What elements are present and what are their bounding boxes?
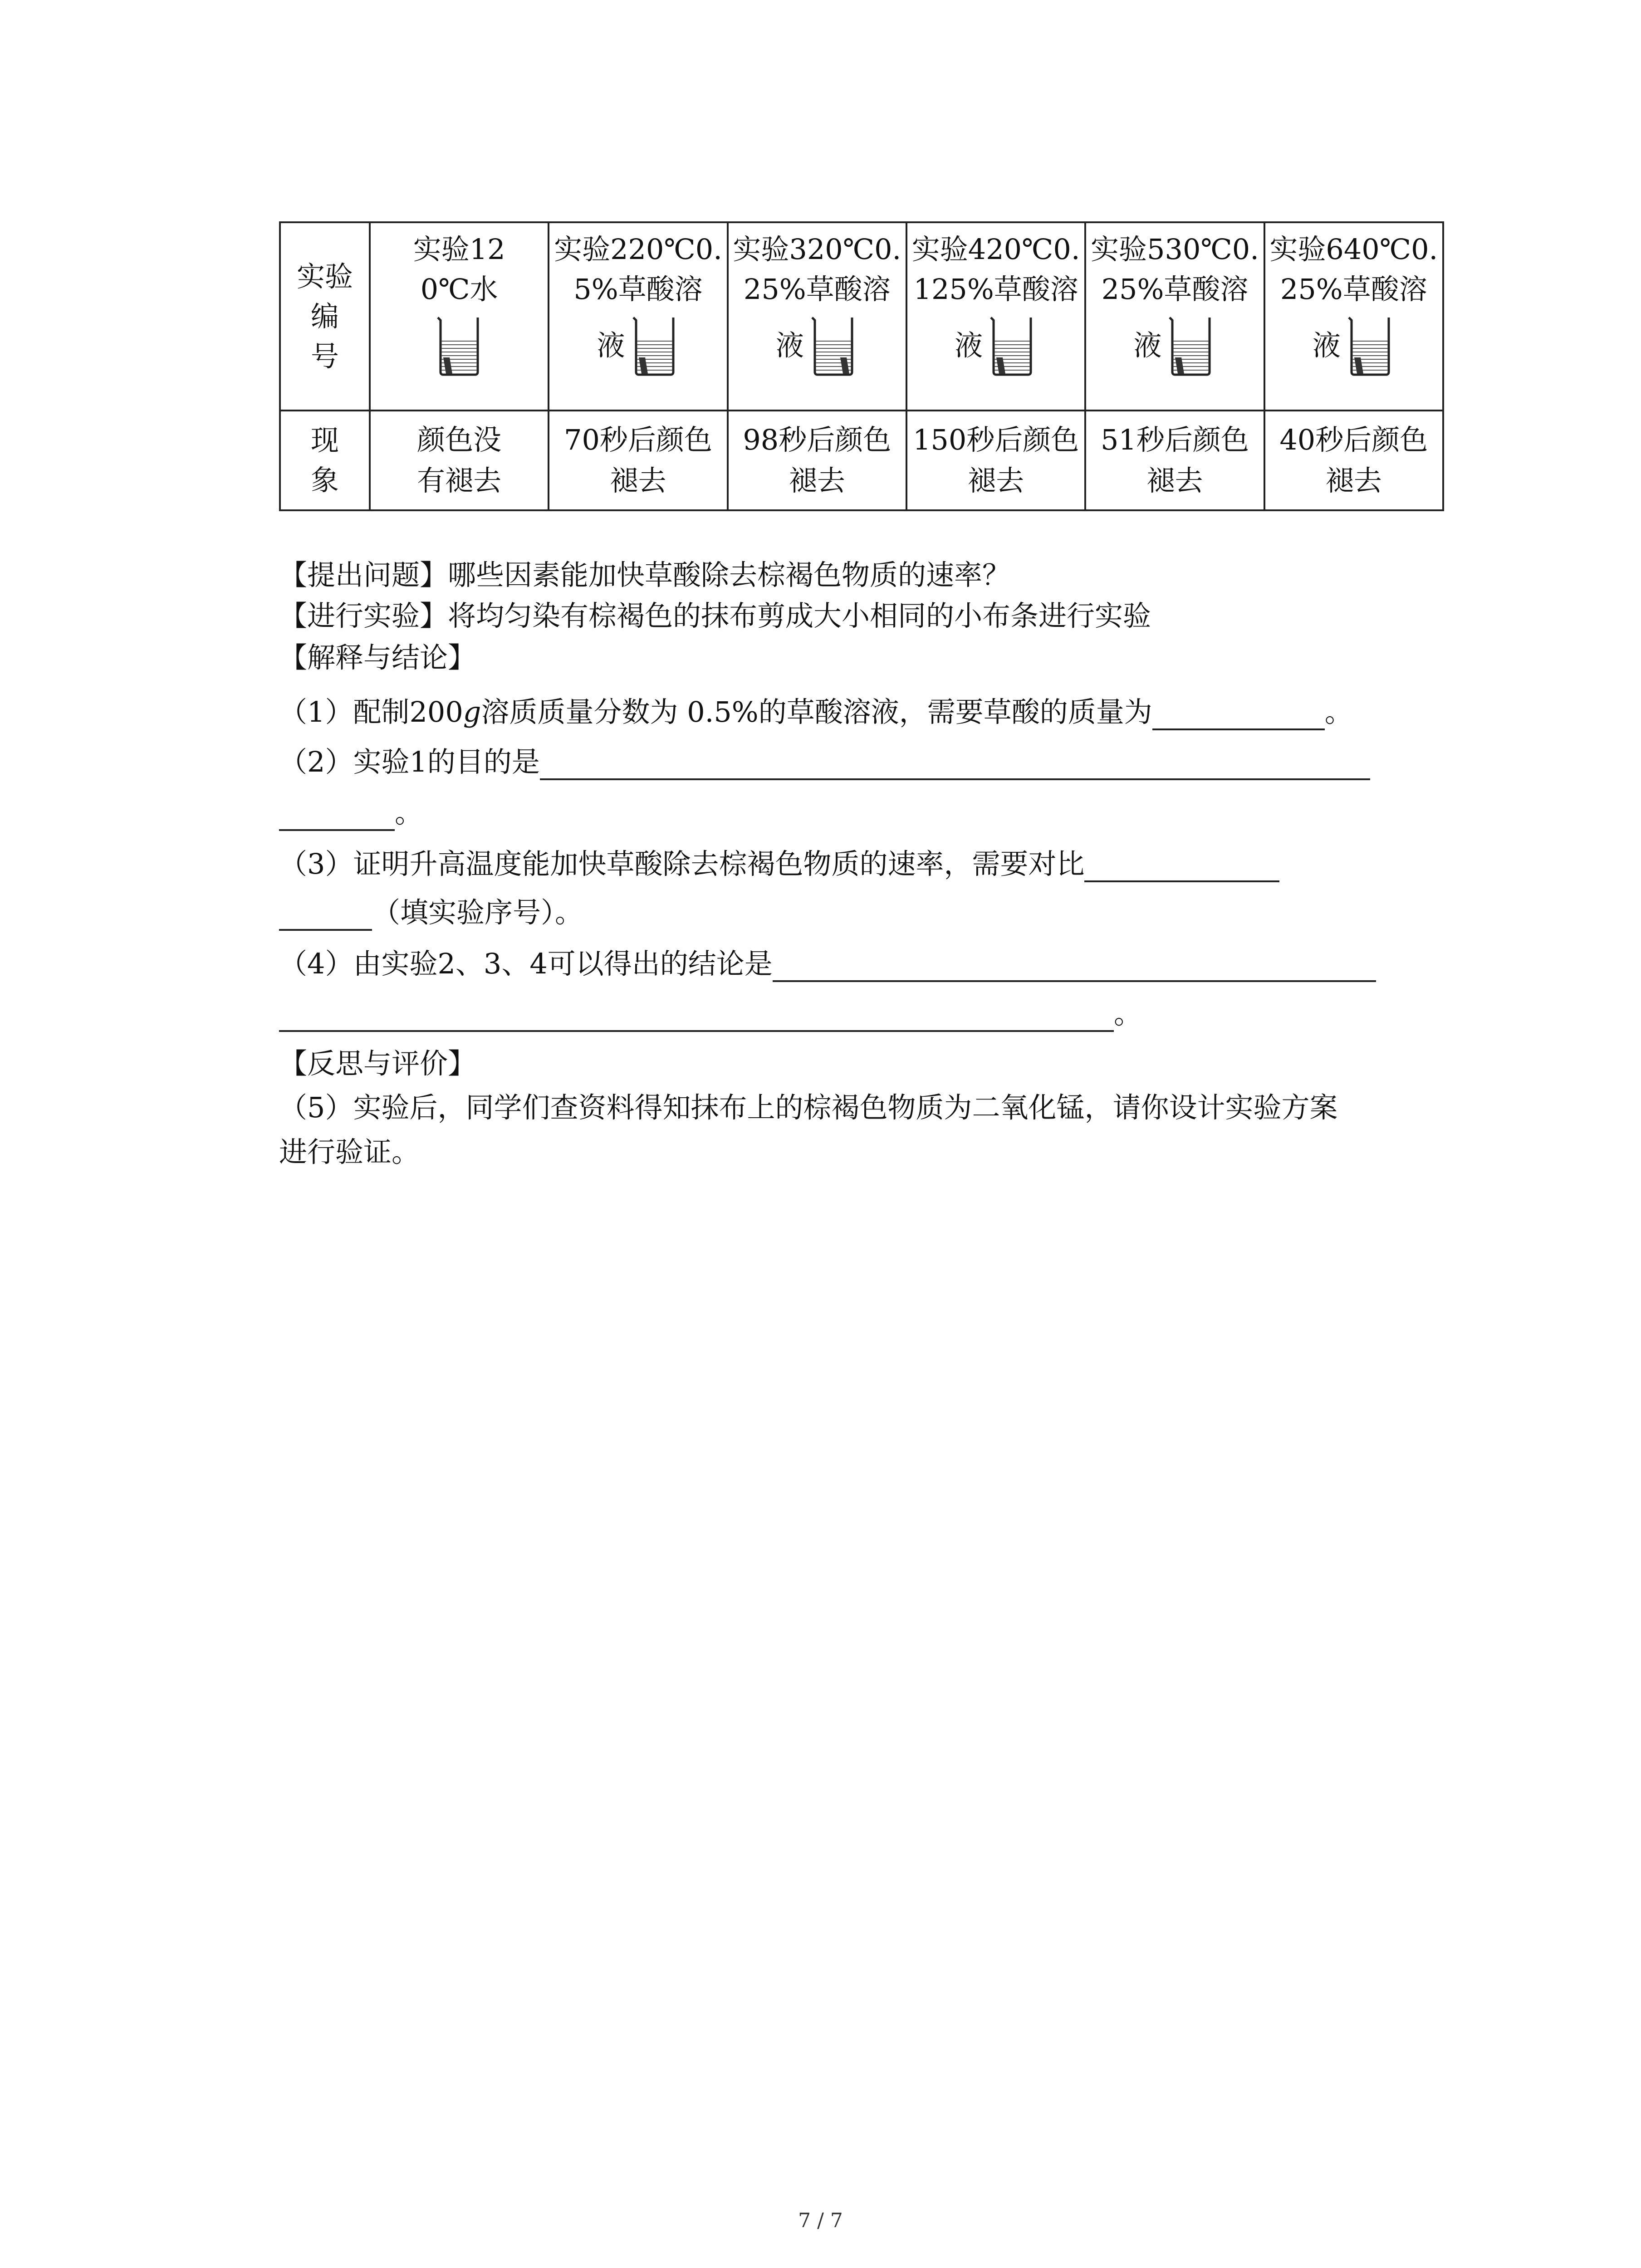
question-2: （2）实验1的目的是 bbox=[279, 744, 1370, 780]
answer-blank-1[interactable] bbox=[1152, 701, 1325, 730]
question-4: （4）由实验2、3、4可以得出的结论是 bbox=[279, 946, 1376, 982]
answer-blank-2-cont[interactable] bbox=[279, 802, 395, 831]
beaker-icon bbox=[1166, 314, 1216, 377]
experiment-cell-4: 实验420℃0. 125%草酸溶 液 bbox=[906, 222, 1085, 411]
question-3-continuation: （填实验序号）。 bbox=[279, 894, 583, 931]
experiment-cell-2: 实验220℃0. 5%草酸溶 液 bbox=[549, 222, 727, 411]
explain-heading: 【解释与结论】 bbox=[279, 641, 476, 674]
question-3: （3）证明升高温度能加快草酸除去棕褐色物质的速率，需要对比 bbox=[279, 846, 1279, 882]
beaker-label: 液 bbox=[597, 329, 625, 362]
question-2-continuation: 。 bbox=[279, 795, 423, 831]
answer-blank-4[interactable] bbox=[773, 953, 1376, 982]
answer-blank-4-cont[interactable] bbox=[279, 1003, 1114, 1032]
question-heading: 【提出问题】哪些因素能加快草酸除去棕褐色物质的速率？ bbox=[279, 558, 1011, 591]
beaker-label: 液 bbox=[775, 329, 804, 362]
question-4-continuation: 。 bbox=[279, 996, 1142, 1032]
answer-blank-3-cont[interactable] bbox=[279, 902, 372, 931]
question-5-line-2: 进行验证。 bbox=[279, 1135, 420, 1168]
observation-cell-3: 98秒后颜色 褪去 bbox=[728, 411, 906, 510]
beaker-icon bbox=[808, 314, 858, 377]
experiment-cell-3: 实验320℃0. 25%草酸溶 液 bbox=[728, 222, 906, 411]
question-1: （1）配制200g溶质质量分数为 0.5%的草酸溶液，需要草酸的质量为 。 bbox=[279, 694, 1353, 730]
answer-blank-3[interactable] bbox=[1084, 853, 1279, 882]
observation-cell-5: 51秒后颜色 褪去 bbox=[1085, 411, 1264, 510]
beaker-label: 液 bbox=[1133, 329, 1162, 362]
beaker-label: 液 bbox=[955, 329, 983, 362]
beaker-icon bbox=[1345, 314, 1395, 377]
beaker-icon bbox=[434, 314, 484, 377]
observation-cell-4: 150秒后颜色 褪去 bbox=[906, 411, 1085, 510]
experiment-heading: 【进行实验】将均匀染有棕褐色的抹布剪成大小相同的小布条进行实验 bbox=[279, 599, 1151, 632]
observation-cell-6: 40秒后颜色 褪去 bbox=[1264, 411, 1443, 510]
beaker-icon bbox=[630, 314, 680, 377]
row-label-observation: 现 象 bbox=[280, 411, 370, 510]
answer-blank-2[interactable] bbox=[540, 751, 1370, 780]
question-5-line-1: （5）实验后，同学们查资料得知抹布上的棕褐色物质为二氧化锰，请你设计实验方案 bbox=[279, 1091, 1338, 1124]
experiment-cell-6: 实验640℃0. 25%草酸溶 液 bbox=[1264, 222, 1443, 411]
reflect-heading: 【反思与评价】 bbox=[279, 1047, 476, 1080]
page-number: 7 / 7 bbox=[798, 2209, 843, 2232]
observation-cell-1: 颜色没 有褪去 bbox=[370, 411, 549, 510]
experiment-table bbox=[279, 221, 1444, 511]
beaker-icon bbox=[987, 314, 1037, 377]
observation-cell-2: 70秒后颜色 褪去 bbox=[549, 411, 727, 510]
table-row-experiment bbox=[280, 222, 1443, 411]
table-row-observation bbox=[280, 411, 1443, 510]
beaker-label: 液 bbox=[1312, 329, 1341, 362]
experiment-cell-5: 实验530℃0. 25%草酸溶 液 bbox=[1085, 222, 1264, 411]
row-label-experiment-number: 实验 编 号 bbox=[280, 222, 370, 411]
experiment-cell-1: 实验12 0℃水 bbox=[370, 222, 549, 411]
